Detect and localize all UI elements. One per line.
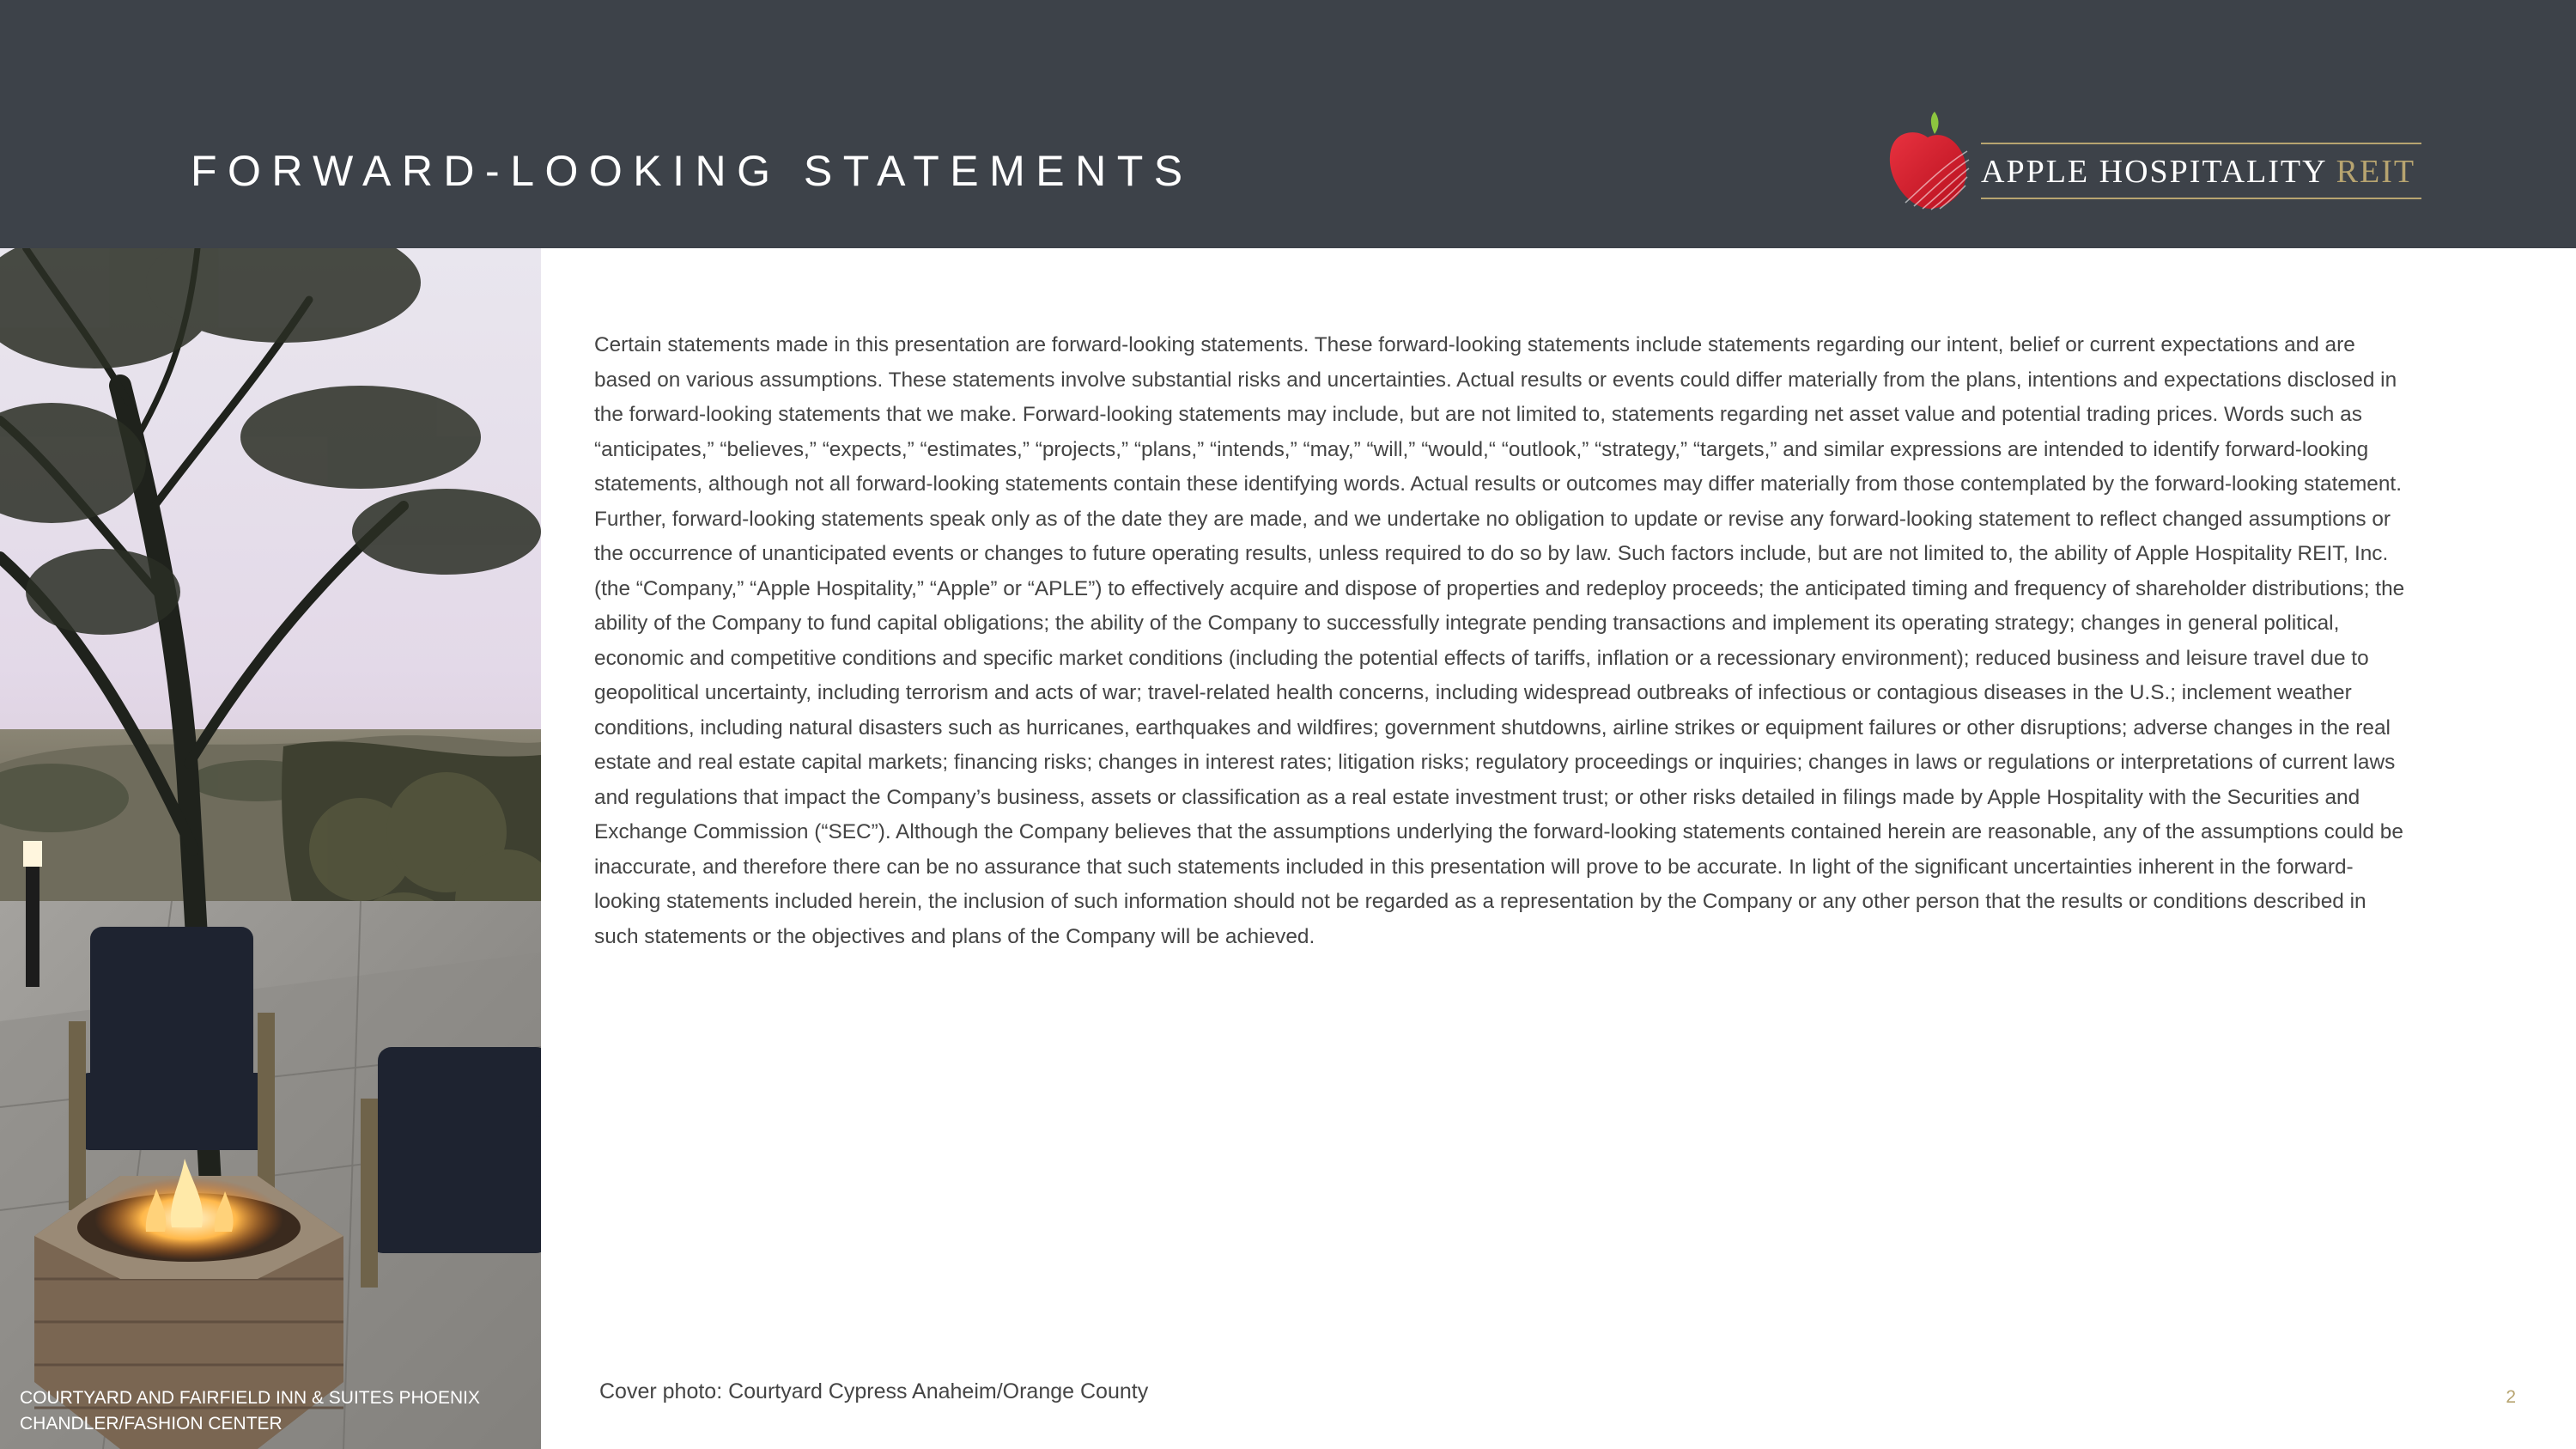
company-logo [1885,108,2421,211]
slide-header [0,0,2576,248]
hotel-photo [0,248,541,1449]
logo-name: APPLE HOSPITALITY [1981,154,2327,190]
hotel-photo-image [0,248,541,1449]
photo-caption: COURTYARD AND FAIRFIELD INN & SUITES PHOENIX CHANDLER/FASHION CENTER [20,1388,480,1434]
cover-photo-credit: Cover photo: Courtyard Cypress Anaheim/Orange County [599,1379,1149,1403]
logo-rule-bottom [1981,198,2421,199]
logo-suffix: REIT [2336,154,2416,190]
apple-icon [1885,108,1971,211]
logo-wordmark [1981,151,2421,192]
forward-looking-paragraph: Certain statements made in this presentation are forward-looking statements. These forward-looking statements include statements regarding our intent, belief or current expectations and are based on various assumptions. These statements involve substantial risks and uncertainties. Actual results or events could differ materially from the plans, intentions and expectations disclosed in the forward-looking statements that we make. Forward-looking statements may include, but are not limited to, statements regarding net asset value and potential trading prices. Words such as “anticipates,” “believes,” “expects,” “estimates,” “projects,” “plans,” “intends,” “may,” “will,” “would,“ “outlook,” “strategy,” “targets,” and similar expressions are intended to identify forward-looking statements, although not all forward-looking statements contain these identifying words. Actual results or outcomes may differ materially from those contemplated by the forward-looking statement. Further, forward-looking statements speak only as of the date they are made, and we undertake no obligation to update or revise any forward-looking statement to reflect changed assumptions or the occurrence of unanticipated events or changes to future operating results, unless required to do so by law. Such factors include, but are not limited to, the ability of Apple Hospitality REIT, Inc. (the “Company,” “Apple Hospitality,” “Apple” or “APLE”) to effectively acquire and dispose of properties and redeploy proceeds; the anticipated timing and frequency of shareholder distributions; the ability of the Company to fund capital obligations; the ability of the Company to successfully integrate pending transactions and implement its operating strategy; changes in general political, economic and competitive conditions and specific market conditions (including the potential effects of tariffs, inflation or a recessionary environment); reduced business and leisure travel due to geopolitical uncertainty, including terrorism and acts of war; travel-related health concerns, including widespread outbreaks of infectious or contagious diseases in the U.S.; inclement weather conditions, including natural disasters such as hurricanes, earthquakes and wildfires; government shutdowns, airline strikes or equipment failures or other disruptions; adverse changes in the real estate and real estate capital markets; financing risks; changes in interest rates; litigation risks; regulatory proceedings or inquiries; changes in laws or regulations or interpretations of current laws and regulations that impact the Company’s business, assets or classification as a real estate investment trust; or other risks detailed in filings made by Apple Hospitality with the Securities and Exchange Commission (“SEC”). Although the Company believes that the assumptions underlying the forward-looking statements contained herein are reasonable, any of the assumptions could be inaccurate, and therefore there can be no assurance that such statements included in this presentation will prove to be accurate. In light of the significant uncertainties inherent in the forward-looking statements included herein, the inclusion of such information should not be regarded as a representation by the Company or any other person that the results or conditions described in such statements or the objectives and plans of the Company will be achieved. [594,333,2405,948]
logo-rule-top [1981,143,2421,144]
page-title: FORWARD-LOOKING STATEMENTS [191,147,1194,195]
page-number: 2 [2506,1387,2516,1407]
